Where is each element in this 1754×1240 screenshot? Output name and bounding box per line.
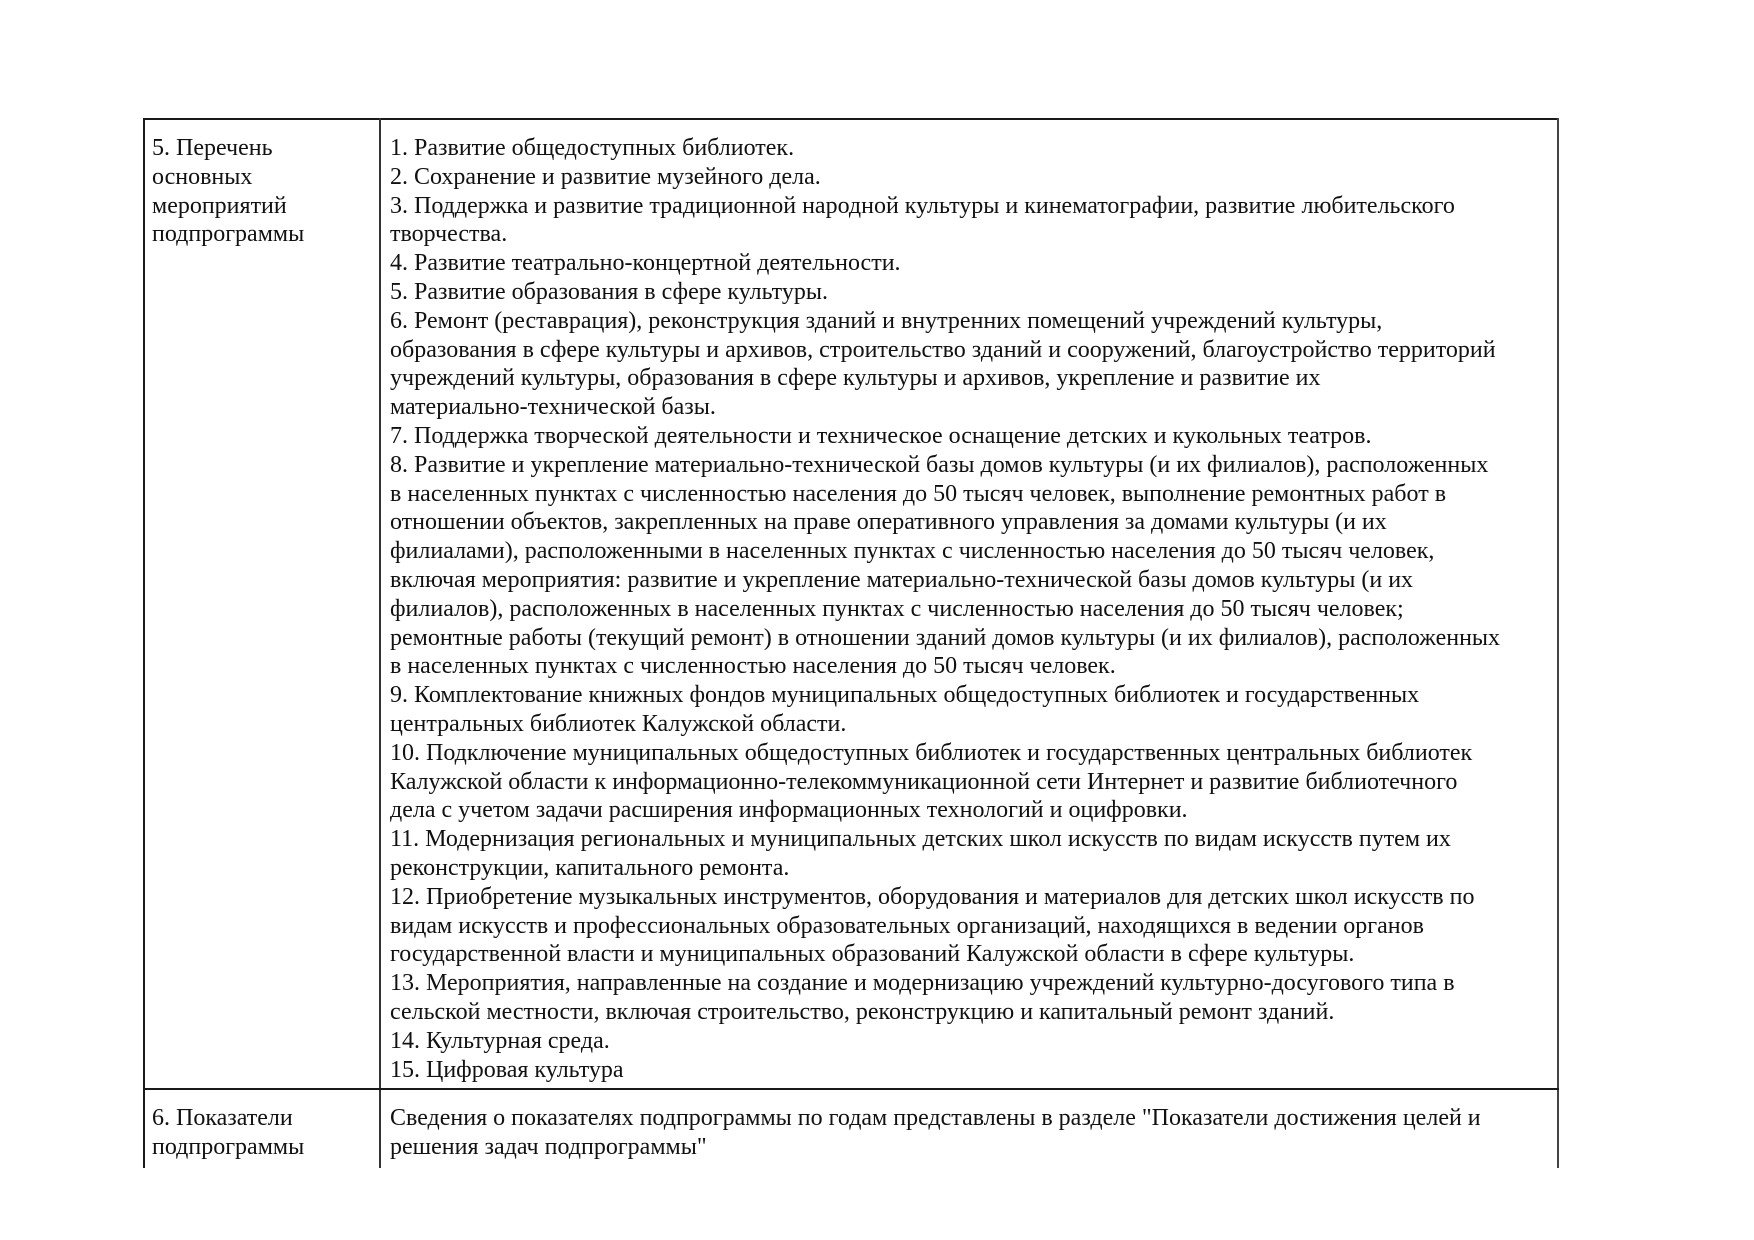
list-item-line: 8. Развитие и укрепление материально-технической базы домов культуры (и их филиалов), расположенных xyxy=(390,451,1489,478)
table-top-border xyxy=(143,118,1559,120)
list-item-line: образования в сфере культуры и архивов, строительство зданий и сооружений, благоустройство территорий xyxy=(390,336,1496,363)
row-label-line: мероприятий xyxy=(152,192,287,219)
list-item-line: 2. Сохранение и развитие музейного дела. xyxy=(390,163,821,190)
row-label-line: 5. Перечень xyxy=(152,135,273,161)
list-item-line: ремонтные работы (текущий ремонт) в отношении зданий домов культуры (и их филиалов), расположенных xyxy=(390,624,1501,651)
list-item-line: 1. Развитие общедоступных библиотек. xyxy=(390,135,795,161)
list-item-line: 10. Подключение муниципальных общедоступных библиотек и государственных центральных библиотек xyxy=(390,739,1473,766)
list-item-line: филиалов), расположенных в населенных пунктах с численностью населения до 50 тысяч человек; xyxy=(390,595,1404,622)
row-label-indicators xyxy=(152,1104,372,1164)
list-item-line: 9. Комплектование книжных фондов муниципальных общедоступных библиотек и государственных xyxy=(390,682,1420,709)
list-item-line: Калужской области к информационно-телекоммуникационной сети Интернет и развитие библиотечного xyxy=(390,768,1458,795)
list-item-line: творчества. xyxy=(390,221,508,248)
indicators-description xyxy=(390,1104,1550,1164)
list-item-line: учреждений культуры, образования в сфере культуры и архивов, укрепление и развитие их xyxy=(390,365,1321,392)
list-item-line: в населенных пунктах с численностью населения до 50 тысяч человек, выполнение ремонтных работ в xyxy=(390,480,1447,507)
list-item-line: 14. Культурная среда. xyxy=(390,1027,610,1054)
list-item-line: 6. Ремонт (реставрация), реконструкция зданий и внутренних помещений учреждений культуры, xyxy=(390,307,1383,334)
list-item-line: реконструкции, капитального ремонта. xyxy=(390,855,790,881)
list-item-line: 12. Приобретение музыкальных инструментов, оборудования и материалов для детских школ искусств по xyxy=(390,883,1475,910)
list-item-line: 15. Цифровая культура xyxy=(390,1056,624,1083)
list-item-line: отношении объектов, закрепленных на праве оперативного управления за домами культуры (и их xyxy=(390,509,1387,536)
table-left-border xyxy=(143,118,145,1168)
list-item-line: включая мероприятия: развитие и укрепление материально-технической базы домов культуры (и их xyxy=(390,567,1414,593)
list-item-line: в населенных пунктах с численностью населения до 50 тысяч человек. xyxy=(390,653,1116,680)
list-item-line: сельской местности, включая строительство, реконструкцию и капитальный ремонт зданий. xyxy=(390,999,1335,1025)
table-column-divider xyxy=(379,118,381,1168)
description-line: Сведения о показателях подпрограммы по годам представлены в разделе "Показатели достижения целей и xyxy=(390,1105,1481,1131)
list-item-line: филиалами), расположенными в населенных пунктах с численностью населения до 50 тысяч человек, xyxy=(390,538,1435,565)
list-item-line: дела с учетом задачи расширения информационных технологий и оцифровки. xyxy=(390,797,1188,824)
table-row-divider xyxy=(143,1088,1559,1090)
row-label-line: 6. Показатели xyxy=(152,1105,293,1131)
list-item-line: центральных библиотек Калужской области. xyxy=(390,711,847,737)
list-item-line: государственной власти и муниципальных образований Калужской области в сфере культуры. xyxy=(390,941,1355,968)
row-label-line: подпрограммы xyxy=(152,221,305,248)
list-item-line: 7. Поддержка творческой деятельности и техническое оснащение детских и кукольных театров. xyxy=(390,423,1372,449)
list-item-line: 5. Развитие образования в сфере культуры. xyxy=(390,279,828,305)
table-right-border xyxy=(1557,118,1559,1168)
row-label-line: подпрограммы xyxy=(152,1133,305,1160)
list-item-line: 3. Поддержка и развитие традиционной народной культуры и кинематографии, развитие любительского xyxy=(390,192,1455,219)
list-item-line: материально-технической базы. xyxy=(390,394,716,421)
description-line: решения задач подпрограммы" xyxy=(390,1133,707,1160)
list-item-line: 13. Мероприятия, направленные на создание и модернизацию учреждений культурно-досугового типа в xyxy=(390,970,1455,997)
list-item-line: 4. Развитие театрально-концертной деятельности. xyxy=(390,250,901,277)
row-label-line: основных xyxy=(152,163,253,190)
activities-list xyxy=(390,134,1550,1084)
list-item-line: 11. Модернизация региональных и муниципальных детских школ искусств по видам искусств путем их xyxy=(390,826,1451,853)
row-label-activities xyxy=(152,134,372,1074)
subprogram-passport-table xyxy=(143,118,1559,1168)
list-item-line: видам искусств и профессиональных образовательных организаций, находящихся в ведении органов xyxy=(390,912,1424,939)
